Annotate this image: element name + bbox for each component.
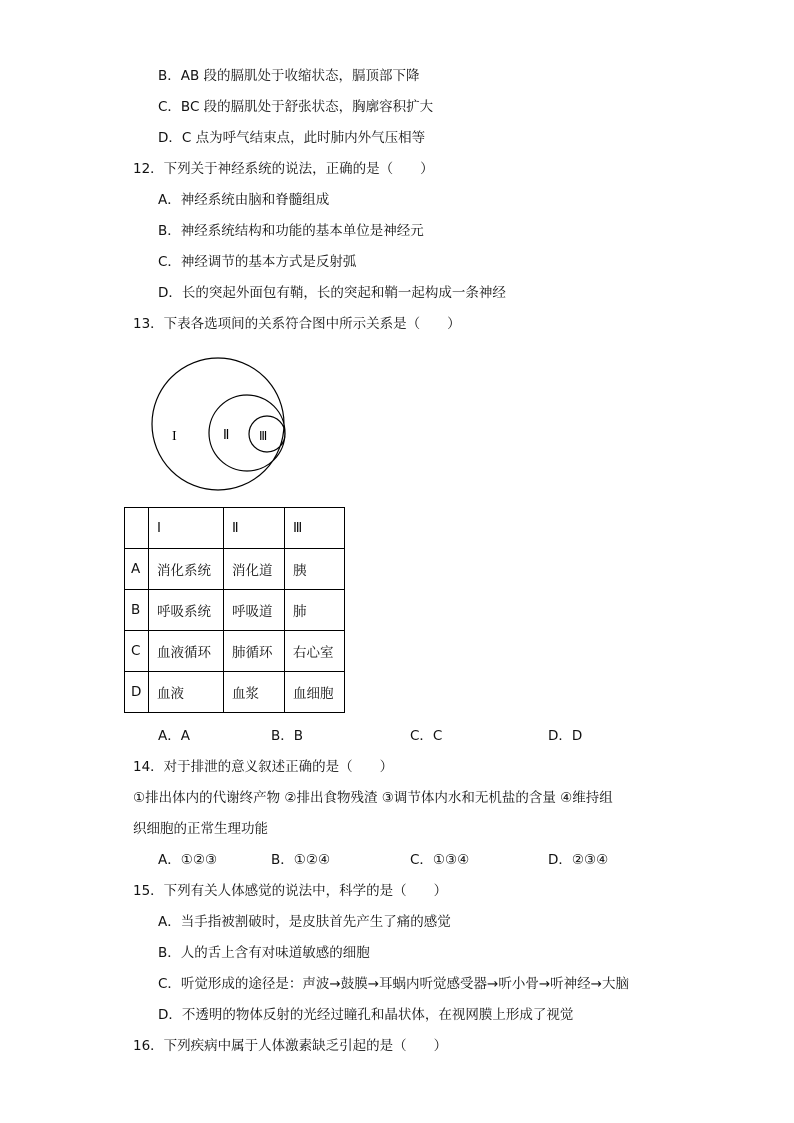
q11-option-c: C．BC 段的膈肌处于舒张状态，胸廓容积扩大 bbox=[158, 99, 434, 115]
table-cell: 血液循环 bbox=[149, 631, 224, 672]
table-cell: 消化系统 bbox=[149, 549, 224, 590]
table-row bbox=[125, 590, 345, 631]
table-cell: B bbox=[125, 590, 149, 631]
table-cell: I bbox=[149, 508, 224, 549]
table-cell: 呼吸系统 bbox=[149, 590, 224, 631]
middle-circle bbox=[209, 395, 285, 471]
table-cell: 血浆 bbox=[224, 672, 285, 713]
outer-circle bbox=[152, 358, 284, 490]
q12-option-d: D．长的突起外面包有鞘，长的突起和鞘一起构成一条神经 bbox=[158, 285, 506, 301]
table-cell: 肺循环 bbox=[224, 631, 285, 672]
q13-table bbox=[124, 507, 345, 713]
q15-option-d: D．不透明的物体反射的光经过瞳孔和晶状体，在视网膜上形成了视觉 bbox=[158, 1007, 574, 1023]
q14-stem: 14．对于排泄的意义叙述正确的是（ ） bbox=[133, 759, 394, 775]
q14-statements-line-2: 织细胞的正常生理功能 bbox=[133, 821, 268, 837]
q13-choice-b: B．B bbox=[271, 728, 304, 744]
q13-choice-d: D．D bbox=[548, 728, 583, 744]
q14-statements-line-1: ①排出体内的代谢终产物 ②排出食物残渣 ③调节体内水和无机盐的含量 ④维持组 bbox=[133, 790, 613, 806]
table-row bbox=[125, 631, 345, 672]
table-cell bbox=[125, 508, 149, 549]
q15-option-a: A．当手指被割破时，是皮肤首先产生了痛的感觉 bbox=[158, 914, 451, 930]
table-cell: 胰 bbox=[285, 549, 345, 590]
nested-circles-diagram bbox=[150, 352, 290, 497]
diagram-label-3: Ⅲ bbox=[259, 429, 268, 443]
table-cell: 右心室 bbox=[285, 631, 345, 672]
q11-option-d: D．C 点为呼气结束点，此时肺内外气压相等 bbox=[158, 130, 426, 146]
table-cell: 肺 bbox=[285, 590, 345, 631]
q12-option-c: C．神经调节的基本方式是反射弧 bbox=[158, 254, 357, 270]
table-cell: 消化道 bbox=[224, 549, 285, 590]
q14-choice-c: C．①③④ bbox=[410, 852, 470, 868]
q13-stem: 13．下表各选项间的关系符合图中所示关系是（ ） bbox=[133, 316, 461, 332]
table-cell: Ⅱ bbox=[224, 508, 285, 549]
q12-option-b: B．神经系统结构和功能的基本单位是神经元 bbox=[158, 223, 424, 239]
q16-stem: 16．下列疾病中属于人体激素缺乏引起的是（ ） bbox=[133, 1038, 448, 1054]
table-cell: Ⅲ bbox=[285, 508, 345, 549]
table-cell: 血细胞 bbox=[285, 672, 345, 713]
table-cell: C bbox=[125, 631, 149, 672]
diagram-label-1: I bbox=[172, 429, 177, 444]
table-cell: A bbox=[125, 549, 149, 590]
q14-choice-a: A．①②③ bbox=[158, 852, 218, 868]
q12-stem: 12．下列关于神经系统的说法，正确的是（ ） bbox=[133, 161, 434, 177]
table-cell: D bbox=[125, 672, 149, 713]
q12-option-a: A．神经系统由脑和脊髓组成 bbox=[158, 192, 330, 208]
q11-option-b: B．AB 段的膈肌处于收缩状态，膈顶部下降 bbox=[158, 68, 420, 84]
table-row bbox=[125, 672, 345, 713]
table-row bbox=[125, 549, 345, 590]
q13-choice-a: A．A bbox=[158, 728, 190, 744]
diagram-label-2: Ⅱ bbox=[223, 428, 230, 443]
q15-stem: 15．下列有关人体感觉的说法中，科学的是（ ） bbox=[133, 883, 448, 899]
table-cell: 血液 bbox=[149, 672, 224, 713]
q14-choice-b: B．①②④ bbox=[271, 852, 331, 868]
q14-choice-d: D．②③④ bbox=[548, 852, 609, 868]
q15-option-b: B．人的舌上含有对味道敏感的细胞 bbox=[158, 945, 370, 961]
q13-choice-c: C．C bbox=[410, 728, 443, 744]
table-header-row bbox=[125, 508, 345, 549]
table-cell: 呼吸道 bbox=[224, 590, 285, 631]
q15-option-c: C．听觉形成的途径是：声波→鼓膜→耳蜗内听觉感受器→听小骨→听神经→大脑 bbox=[158, 976, 629, 992]
